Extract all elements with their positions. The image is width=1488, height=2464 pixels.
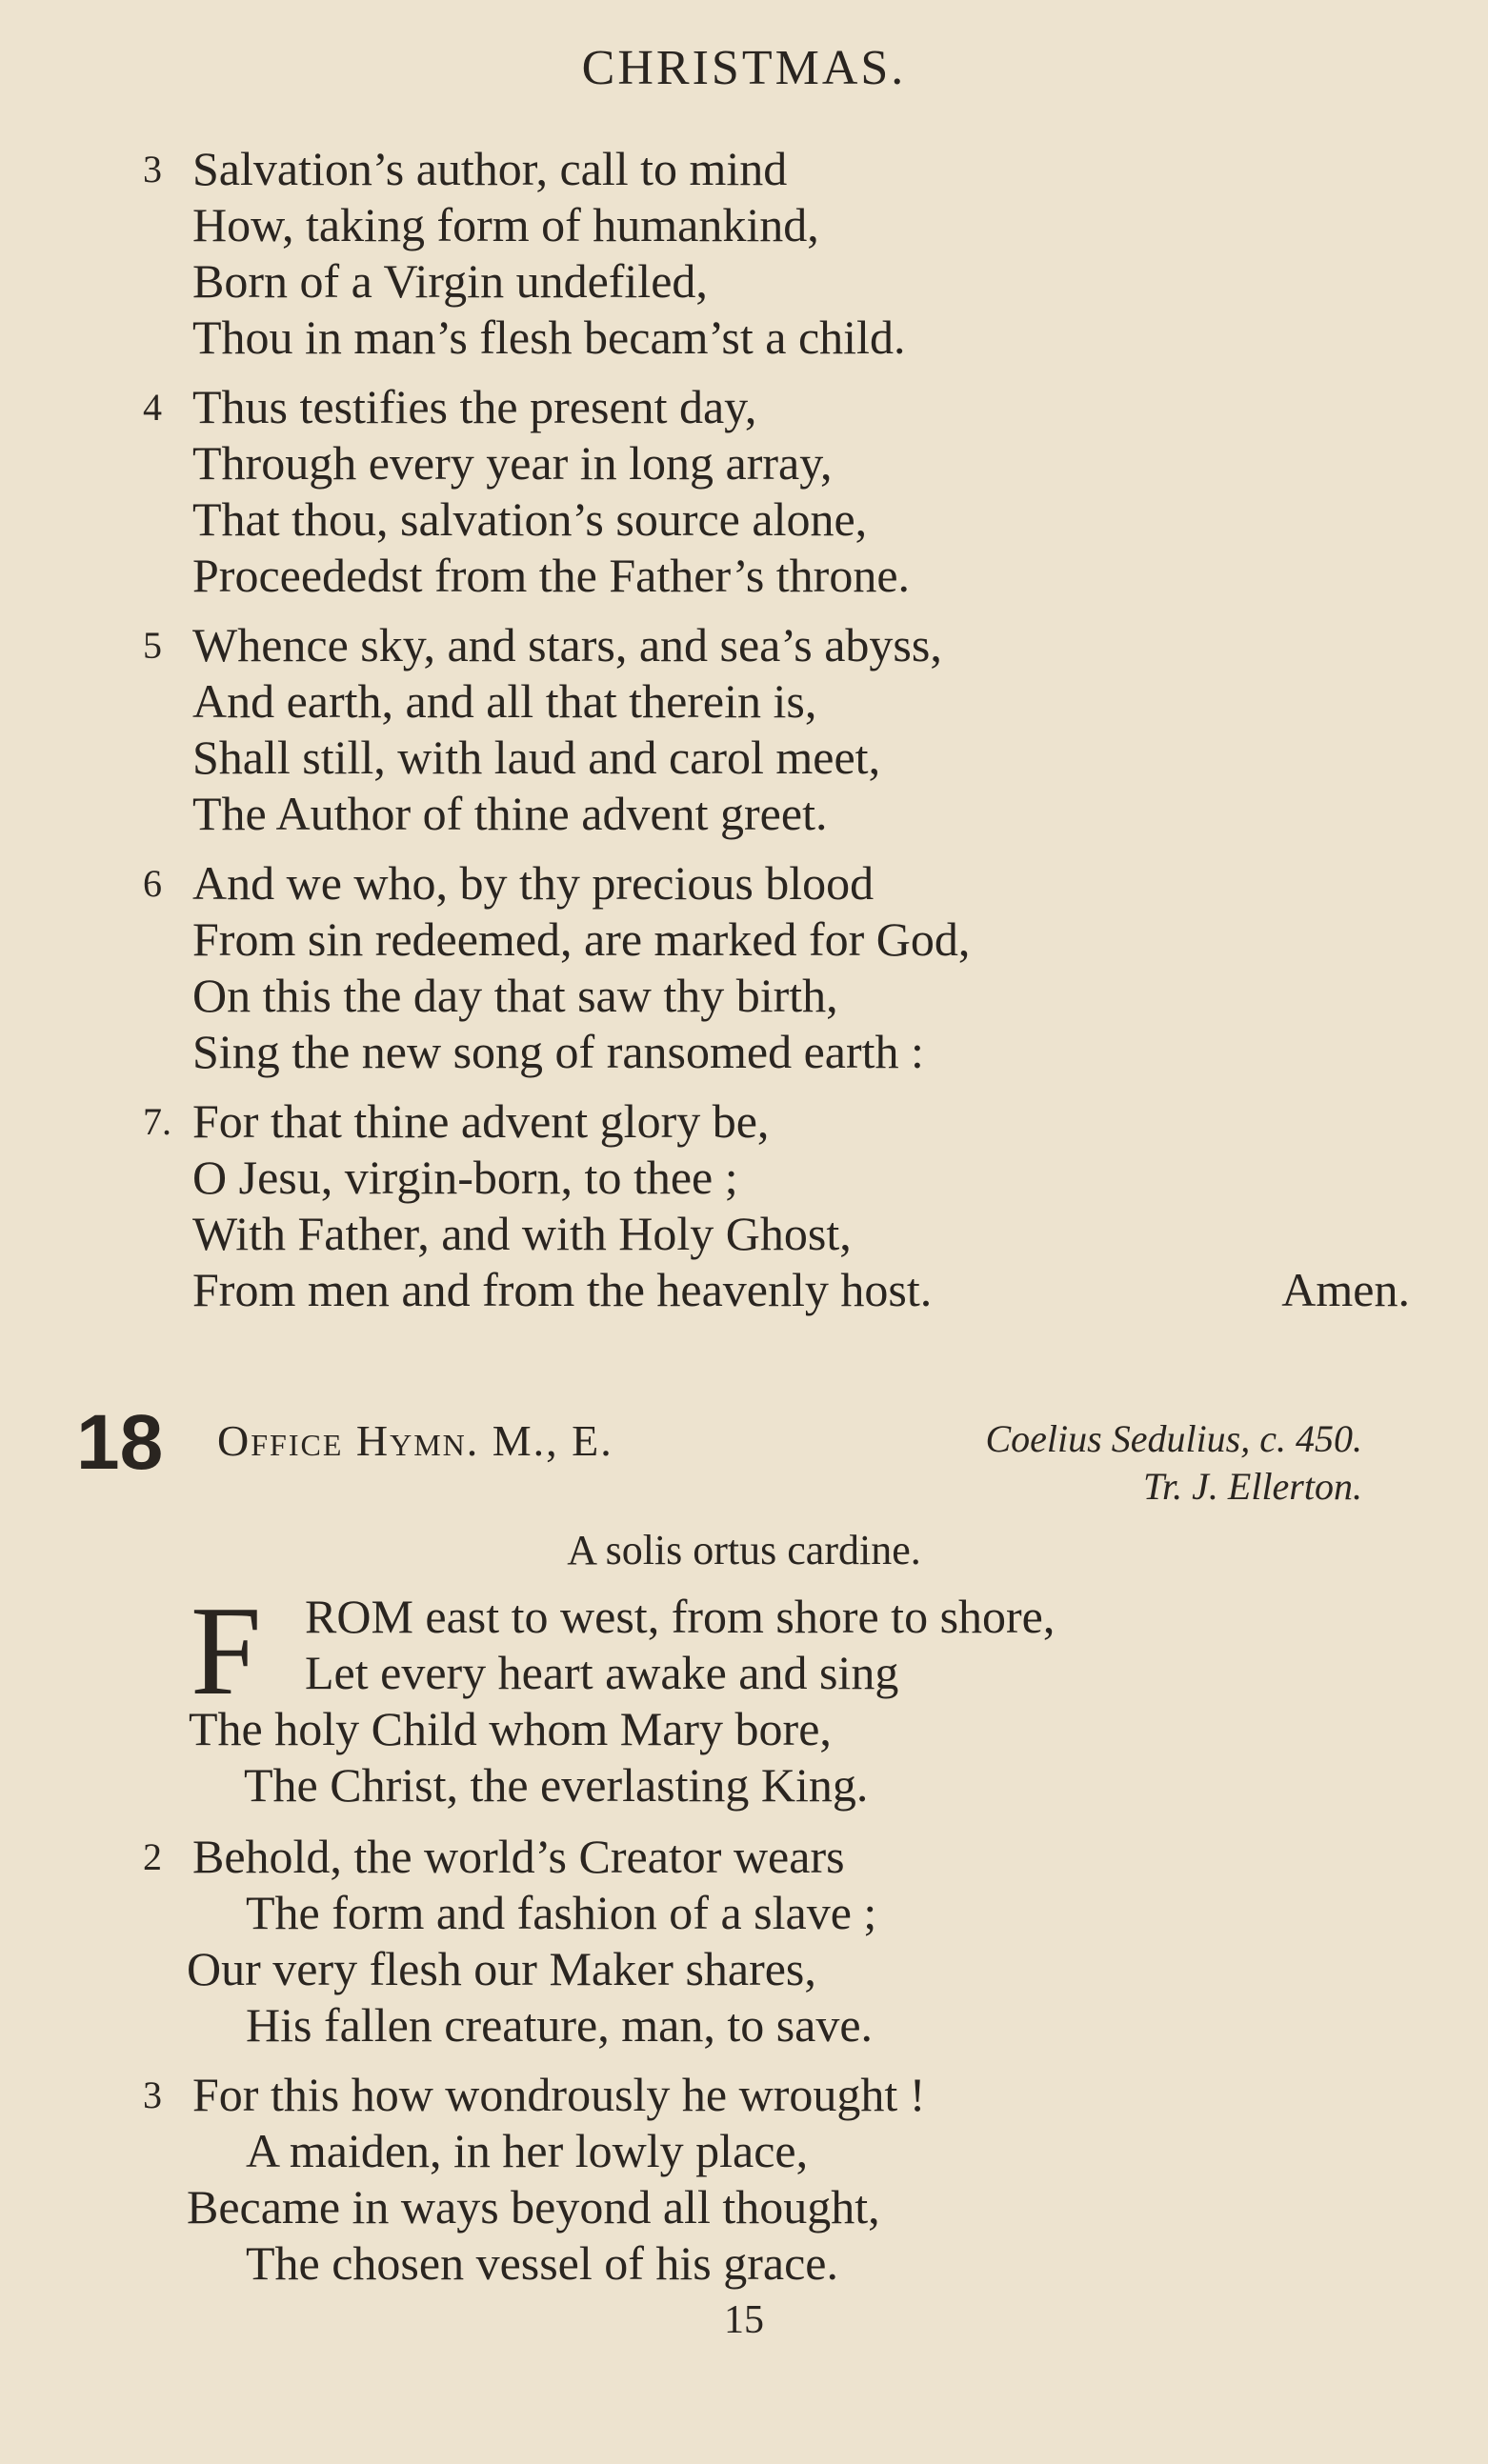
verse-line: Let every heart awake and sing bbox=[305, 1646, 899, 1699]
verse-line: The Author of thine advent greet. bbox=[192, 787, 828, 840]
verse-line: Became in ways beyond all thought, bbox=[187, 2180, 880, 2234]
verse-line: Shall still, with laud and carol meet, bbox=[192, 731, 881, 784]
verse-line: O Jesu, virgin-born, to thee ; bbox=[192, 1151, 738, 1204]
verse-5 bbox=[143, 617, 1410, 842]
verse-line: How, taking form of humankind, bbox=[192, 198, 819, 251]
verse-line: For this how wondrously he wrought ! bbox=[192, 2068, 926, 2121]
hymn-number: 18 bbox=[76, 1399, 164, 1486]
author-attribution bbox=[985, 1415, 1362, 1511]
hymn-header bbox=[76, 1400, 1391, 1514]
verse-line: From sin redeemed, are marked for God, bbox=[192, 912, 971, 966]
verse-2 bbox=[143, 1829, 1410, 2053]
verse-number: 3 bbox=[143, 2073, 162, 2116]
hymn-subtitle: A solis ortus cardine. bbox=[567, 1527, 921, 1573]
verse-line: A maiden, in her lowly place, bbox=[246, 2124, 809, 2177]
verse-line: On this the day that saw thy birth, bbox=[192, 969, 838, 1022]
translator-line: Tr. J. Ellerton. bbox=[1142, 1465, 1362, 1508]
verse-line: ROM east to west, from shore to shore, bbox=[305, 1590, 1056, 1643]
verse-line: And earth, and all that therein is, bbox=[192, 674, 817, 728]
verse-line: Whence sky, and stars, and sea’s abyss, bbox=[192, 618, 942, 671]
verse-line: And we who, by thy precious blood bbox=[192, 856, 875, 910]
page-header: CHRISTMAS. bbox=[581, 41, 907, 95]
verse-line: Through every year in long array, bbox=[192, 436, 833, 490]
verse-line: The chosen vessel of his grace. bbox=[246, 2236, 838, 2290]
verse-line: With Father, and with Holy Ghost, bbox=[192, 1207, 852, 1260]
verse-number: 7. bbox=[143, 1100, 171, 1143]
verse-number: 2 bbox=[143, 1835, 162, 1878]
verse-line: The form and fashion of a slave ; bbox=[246, 1886, 877, 1939]
verse-1 bbox=[189, 1580, 1410, 1813]
verse-line: Behold, the world’s Creator wears bbox=[192, 1830, 845, 1883]
verse-line: Proceededst from the Father’s throne. bbox=[192, 549, 911, 602]
verse-line: The holy Child whom Mary bore, bbox=[189, 1702, 832, 1755]
verse-6 bbox=[143, 855, 1410, 1080]
verse-4 bbox=[143, 379, 1410, 604]
verse-number: 4 bbox=[143, 386, 162, 429]
verse-line: For that thine advent glory be, bbox=[192, 1094, 770, 1148]
verse-line: Salvation’s author, call to mind bbox=[192, 142, 788, 195]
verse-3 bbox=[143, 141, 1410, 366]
author-line: Coelius Sedulius, c. 450. bbox=[985, 1417, 1362, 1460]
verse-number: 6 bbox=[143, 862, 162, 905]
amen: Amen. bbox=[1281, 1263, 1410, 1316]
drop-cap: F bbox=[191, 1580, 262, 1721]
verse-line: That thou, salvation’s source alone, bbox=[192, 492, 868, 546]
verse-line: Sing the new song of ransomed earth : bbox=[192, 1025, 924, 1078]
verse-line: Born of a Virgin undefiled, bbox=[192, 254, 708, 308]
page-number: 15 bbox=[724, 2298, 764, 2342]
verse-7 bbox=[143, 1093, 1410, 1318]
verse-number: 5 bbox=[143, 624, 162, 667]
verse-line: The Christ, the everlasting King. bbox=[244, 1758, 869, 1812]
verse-line: His fallen creature, man, to save. bbox=[246, 1998, 874, 2052]
office-hymn-label: Office Hymn. M., E. bbox=[217, 1416, 613, 1465]
verse-number: 3 bbox=[143, 148, 162, 190]
verse-line: Thou in man’s flesh becam’st a child. bbox=[192, 311, 906, 364]
verse-line: Thus testifies the present day, bbox=[192, 380, 757, 433]
verse-3-hymn18 bbox=[143, 2067, 1410, 2292]
verse-line: Our very flesh our Maker shares, bbox=[187, 1942, 816, 1995]
verse-line: From men and from the heavenly host. bbox=[192, 1263, 933, 1316]
